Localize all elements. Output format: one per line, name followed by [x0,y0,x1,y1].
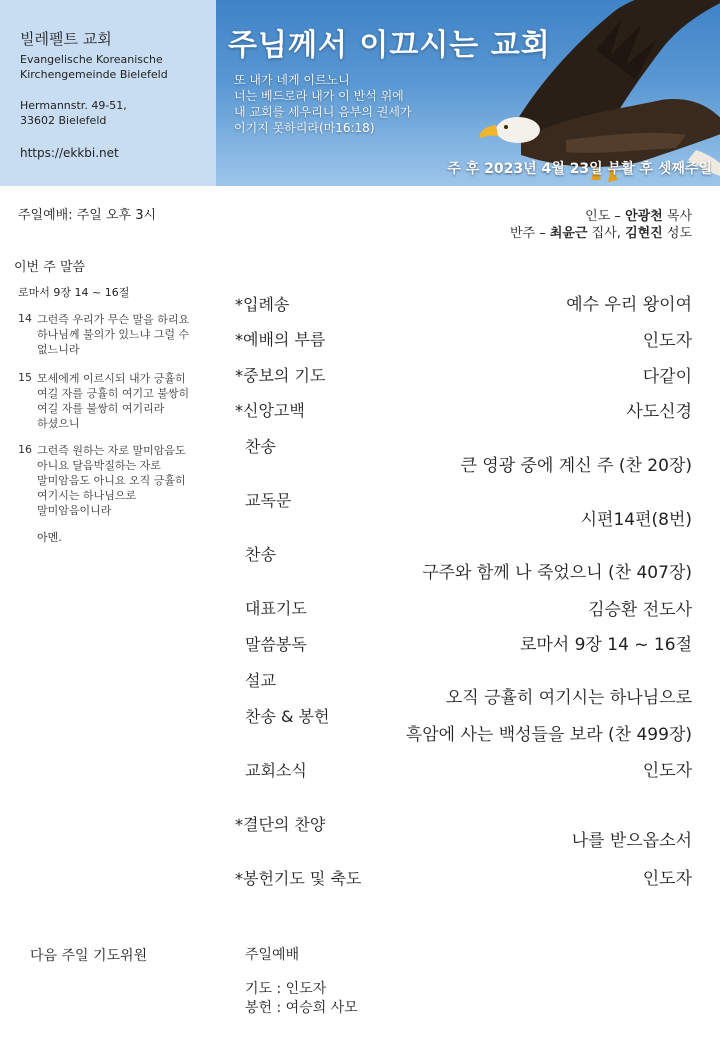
order-value: 인도자 [642,331,692,351]
bulletin-date: 주 후 2023년 4월 23일 부활 후 셋째주일 [447,161,712,177]
verse-number: 16 [18,443,32,456]
leader-name: 안광천 [625,209,663,224]
banner-title: 주님께서 이끄시는 교회 [228,28,551,63]
order-value: 사도신경 [626,402,692,422]
order-value: 나를 받으옵소서 [571,831,692,851]
next-week-service: 주일예배 [245,947,300,963]
order-value: 예수 우리 왕이여 [566,295,692,315]
accompanist-title-1: 집사, [587,226,626,241]
service-time: 주일예배: 주일 오후 3시 [18,208,157,223]
church-website-link[interactable]: https://ekkbi.net [20,146,119,160]
accompanist-title-2: 성도 [662,226,692,241]
order-value: 인도자 [642,761,692,781]
order-label: *봉헌기도 및 축도 [235,869,362,888]
order-label: *결단의 찬양 [235,815,326,834]
church-address: Hermannstr. 49-51, 33602 Bielefeld [20,99,127,127]
church-name-german: Evangelische Koreanische Kirchengemeinde Bielefeld [20,53,168,81]
verse-number: 14 [18,312,32,325]
order-value: 구주와 함께 나 죽었으니 (찬 407장) [422,563,692,583]
amen-text: 아멘. [37,531,62,544]
next-week-prayer: 기도 : 인도자 [245,981,327,997]
banner-verse: 또 내가 네게 이르노니 너는 베드로라 내가 이 반석 위에 내 교회를 세우리니 음부의 권세가 이기지 못하리라(마16:18) [234,73,412,135]
word-heading: 이번 주 말씀 [14,260,86,275]
next-week-heading: 다음 주일 기도위원 [30,948,148,964]
order-value: 시편14편(8번) [580,510,692,530]
church-info-panel [0,0,216,186]
order-value: 오직 긍휼히 여기시는 하나님으로 [445,688,692,708]
accompanist-name-2: 김현진 [625,226,663,241]
order-value: 김승환 전도사 [588,600,692,620]
leader-prefix: 인도 – [585,209,626,224]
leader-title: 목사 [662,209,692,224]
order-label: 설교 [245,671,276,690]
order-label: 찬송 [245,545,276,564]
order-label: *신앙고백 [235,401,305,420]
order-label: 찬송 [245,437,276,456]
order-label: *예배의 부름 [235,330,326,349]
next-week-offering: 봉헌 : 여승희 사모 [245,1000,358,1016]
order-label: *중보의 기도 [235,366,326,385]
header-banner [216,0,720,186]
order-label: 대표기도 [245,599,307,618]
order-value: 로마서 9장 14 ~ 16절 [519,635,692,655]
verse-text: 그런즉 원하는 자로 말미암음도 아니요 달음박질하는 자로 말미암음도 아니요 오직 긍휼히 여기시는 하나님으로 말미암음이니라 [37,444,186,517]
accompanist-name-1: 최윤근 [549,226,588,241]
accompanist-line [510,222,692,241]
order-value: 다같이 [642,367,692,387]
order-label: 찬송 & 봉헌 [245,707,330,726]
order-label: 말씀봉독 [245,635,307,654]
verse-text: 그런즉 우리가 무슨 말을 하리요 하나님께 불의가 있느냐 그럴 수 없느니라 [37,313,190,356]
order-label: *입례송 [235,295,290,314]
order-label: 교회소식 [245,761,307,780]
order-value: 흑암에 사는 백성들을 보라 (찬 499장) [405,725,692,745]
order-value: 큰 영광 중에 계신 주 (찬 20장) [460,456,692,476]
verse-number: 15 [18,371,32,384]
word-reference: 로마서 9장 14 ~ 16절 [18,286,130,299]
order-label: 교독문 [245,491,292,510]
church-name-korean: 빌레펠트 교회 [20,30,112,48]
verse-text: 모세에게 이르시되 내가 긍휼히 여길 자를 긍휼히 여기고 불쌍히 여길 자를 불쌍히 여기리라 하셨으니 [37,372,190,430]
order-value: 인도자 [642,869,692,889]
accompanist-prefix: 반주 – [509,226,550,241]
